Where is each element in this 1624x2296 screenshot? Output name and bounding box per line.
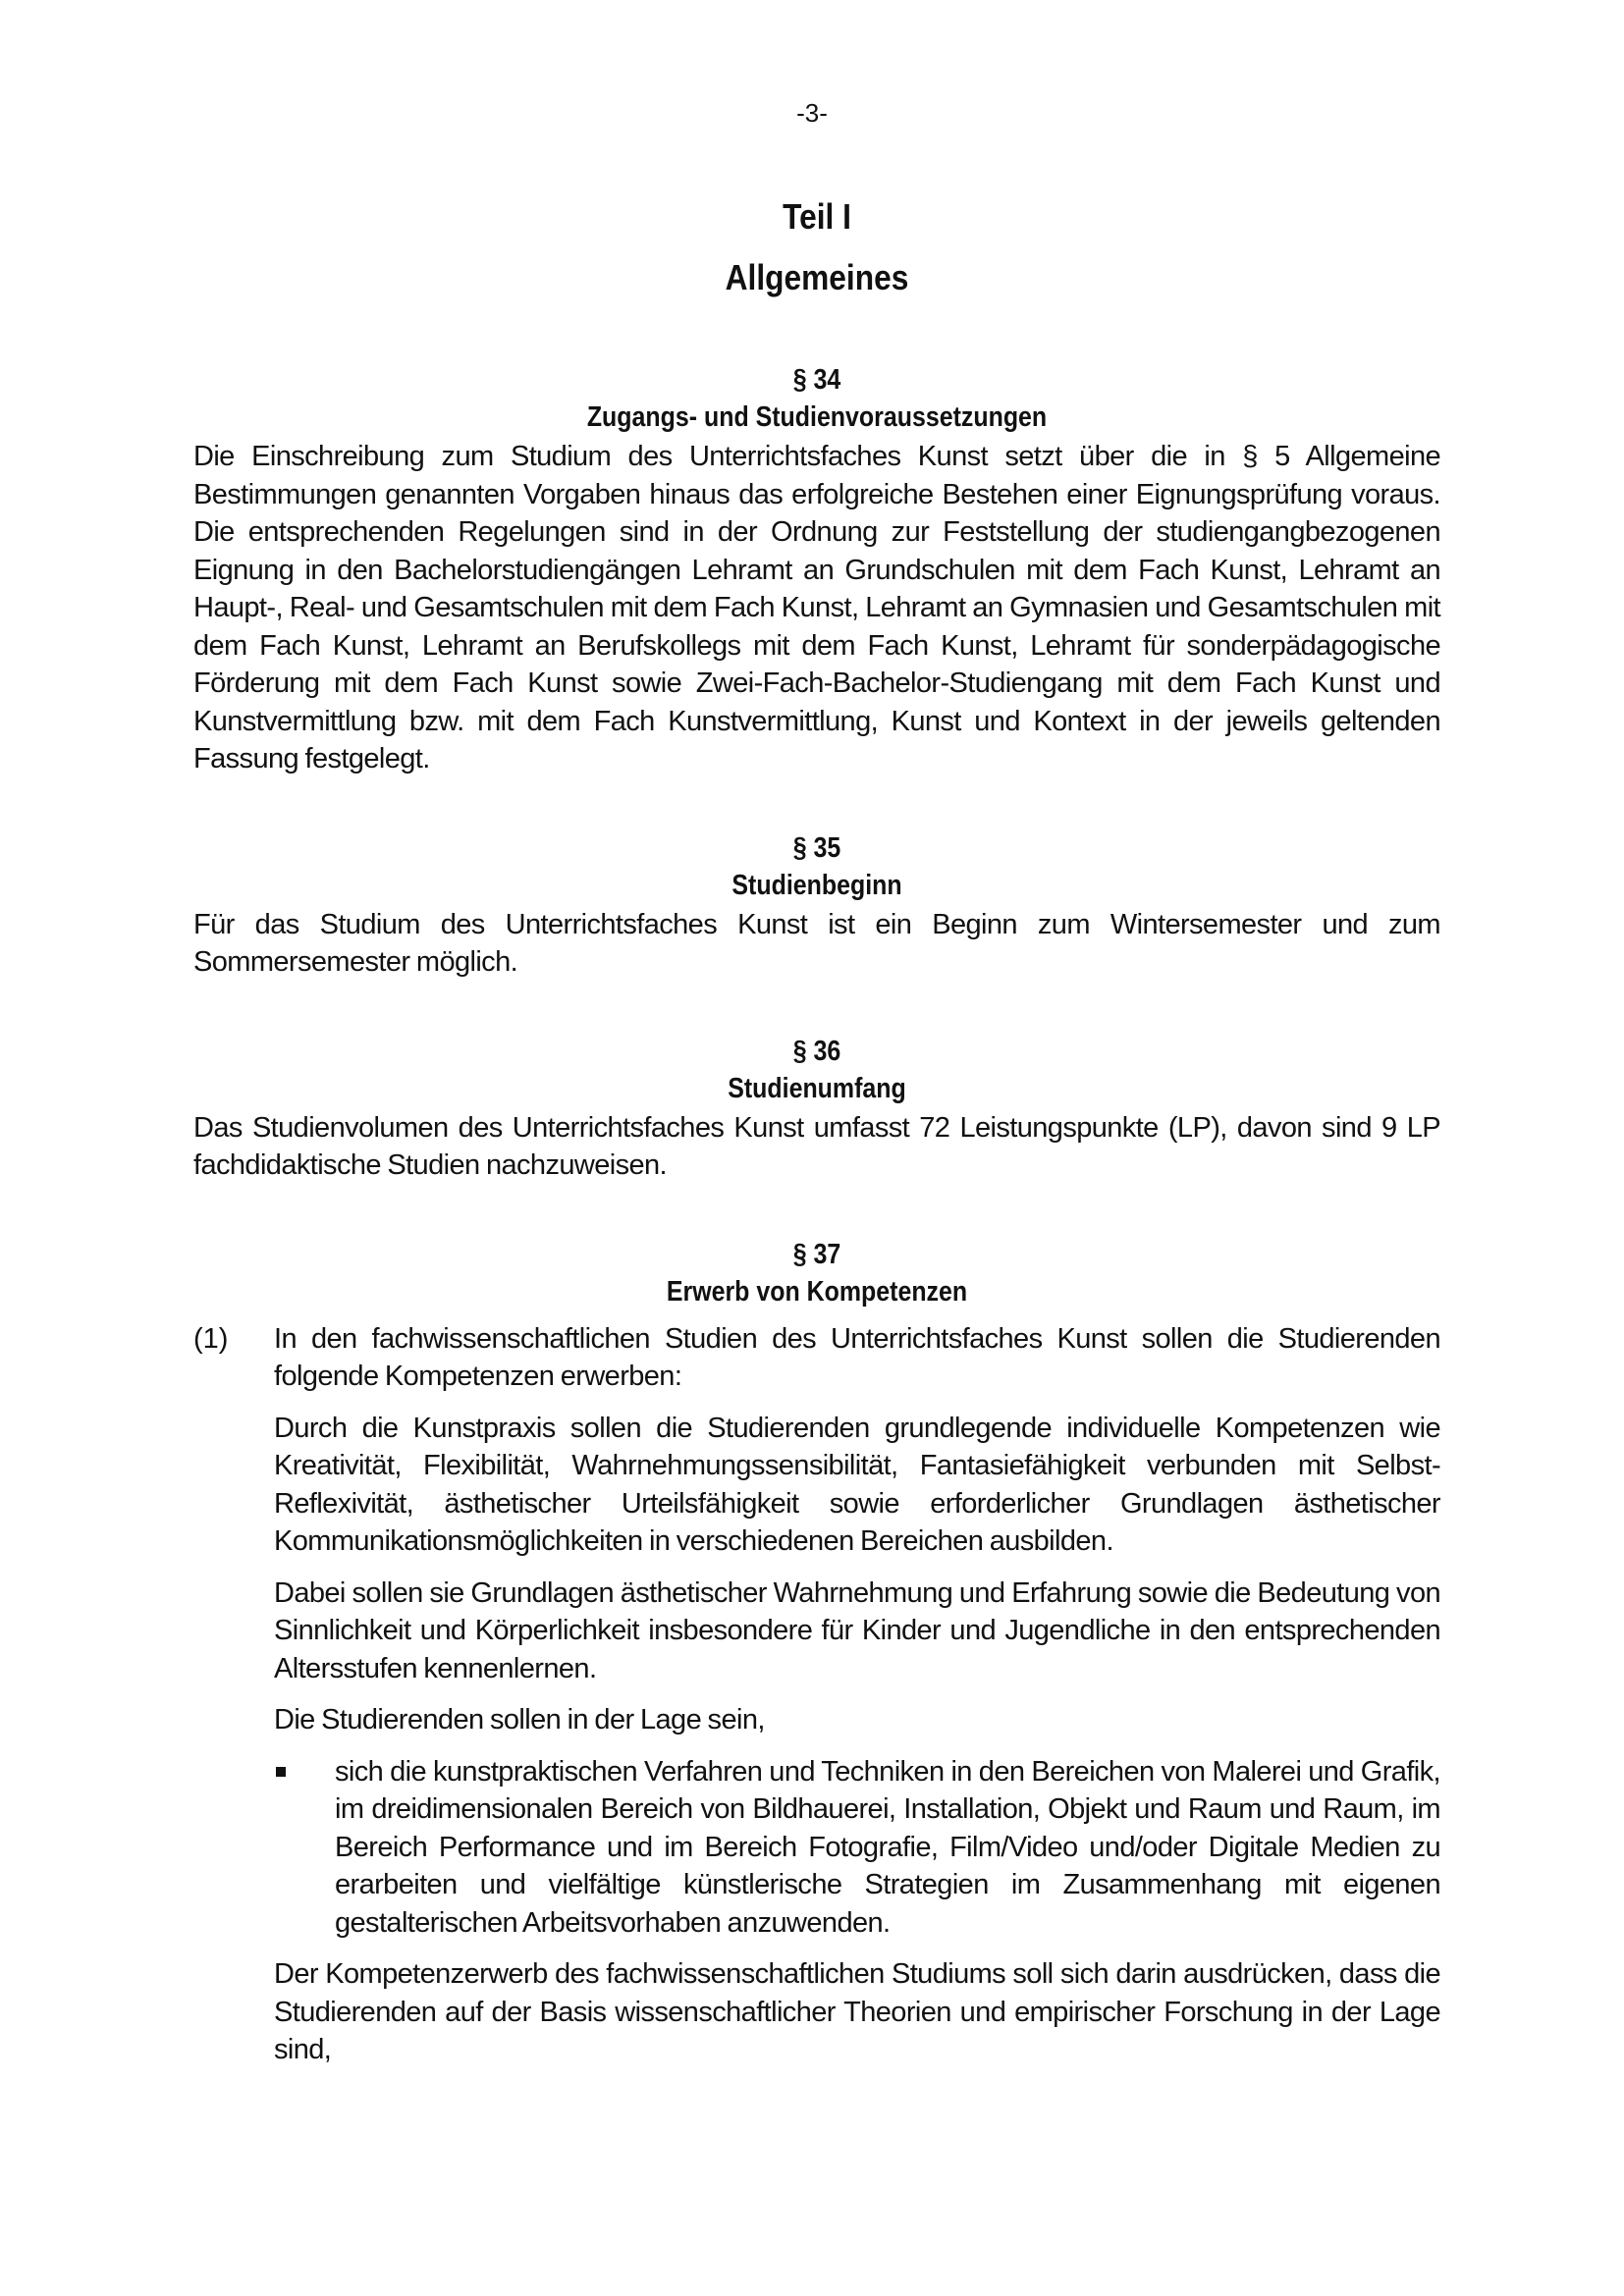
section-36	[193, 1033, 1440, 1185]
section-35	[193, 829, 1440, 982]
part-subtitle: Allgemeines	[725, 257, 909, 297]
bullet-text: sich die kunstpraktischen Verfahren und Techniken in den Bereichen von Malerei und Grafik, im dreidimensionalen Bereich von Bildhauerei, Installation, Objekt und Raum und Raum, im Bereich Performance und im Bereich Fotografie, Film/Video und/oder Digitale Medien zu erarbeiten und vielfältige künstlerische Strategien im Zusammenhang mit eigenen gestalterischen Arbeitsvorhaben anzuwenden.	[335, 1755, 1440, 1939]
section-title: Studienumfang	[728, 1072, 906, 1104]
section-paragraph: Für das Studium des Unterrichtsfaches Kunst ist ein Beginn zum Wintersemester und zum Sommersemester möglich.	[193, 908, 1440, 978]
section-number: § 35	[792, 831, 841, 864]
section-37	[193, 1236, 1440, 2083]
bullet-item	[274, 1753, 1440, 1943]
part-title: Teil I	[783, 196, 851, 237]
item-number: (1)	[193, 1322, 229, 1355]
item-paragraph: Dabei sollen sie Grundlagen ästhetischer Wahrnehmung und Erfahrung sowie die Bedeutung von Sinnlichkeit und Körperlichkeit insbesondere für Kinder und Jugendliche in den entsprechenden Altersstufen kennenlernen.	[274, 1576, 1440, 1684]
item-paragraph: Der Kompetenzerwerb des fachwissenschaftlichen Studiums soll sich darin ausdrücken, dass die Studierenden auf der Basis wissenschaftlicher Theorien und empirischer Forschung in der Lage sind,	[274, 1958, 1440, 2065]
numbered-item-1	[193, 1320, 1440, 2083]
item-body	[274, 1320, 1440, 2083]
section-title: Erwerb von Kompetenzen	[666, 1275, 968, 1308]
section-title: Studienbeginn	[731, 869, 902, 901]
section-title: Zugangs- und Studienvoraussetzungen	[586, 401, 1048, 433]
section-number: § 36	[792, 1035, 841, 1067]
item-paragraph: Durch die Kunstpraxis sollen die Studierenden grundlegende individuelle Kompetenzen wie Kreativität, Flexibilität, Wahrnehmungssensibilität, Fantasiefähigkeit verbunden mit Selbst-Reflexivität, ästhetischer Urteilsfähigkeit sowie erforderlicher Grundlagen ästhetischer Kommunikationsmöglichkeiten in verschiedenen Bereichen ausbilden.	[274, 1412, 1440, 1557]
item-paragraph: Die Studierenden sollen in der Lage sein,	[274, 1704, 765, 1735]
section-number: § 34	[792, 364, 841, 396]
item-intro: In den fachwissenschaftlichen Studien des Unterrichtsfaches Kunst sollen die Studierenden folgende Kompetenzen erwerben:	[274, 1322, 1440, 1392]
section-paragraph: Die Einschreibung zum Studium des Unterrichtsfaches Kunst setzt über die in § 5 Allgemeine Bestimmungen genannten Vorgaben hinaus das erfolgreiche Bestehen einer Eignungsprüfung voraus. Die entsprechenden Regelungen sind in der Ordnung zur Feststellung der studiengangbezogenen Eignung in den Bachelorstudiengängen Lehramt an Grundschulen mit dem Fach Kunst, Lehramt an Haupt-, Real- und Gesamtschulen mit dem Fach Kunst, Lehramt an Gymnasien und Gesamtschulen mit dem Fach Kunst, Lehramt an Berufskollegs mit dem Fach Kunst, Lehramt für sonderpädagogische Förderung mit dem Fach Kunst sowie Zwei-Fach-Bachelor-Studiengang mit dem Fach Kunst und Kunstvermittlung bzw. mit dem Fach Kunstvermittlung, Kunst und Kontext in der jeweils geltenden Fassung festgelegt.	[193, 441, 1440, 774]
part-heading	[193, 187, 1440, 308]
page-content	[193, 187, 1440, 2083]
section-34	[193, 361, 1440, 778]
page-number: -3-	[796, 98, 828, 128]
section-number: § 37	[792, 1238, 841, 1270]
square-bullet-icon	[274, 1753, 335, 1943]
section-paragraph: Das Studienvolumen des Unterrichtsfaches Kunst umfasst 72 Leistungspunkte (LP), davon sind 9 LP fachdidaktische Studien nachzuweisen.	[193, 1111, 1440, 1181]
